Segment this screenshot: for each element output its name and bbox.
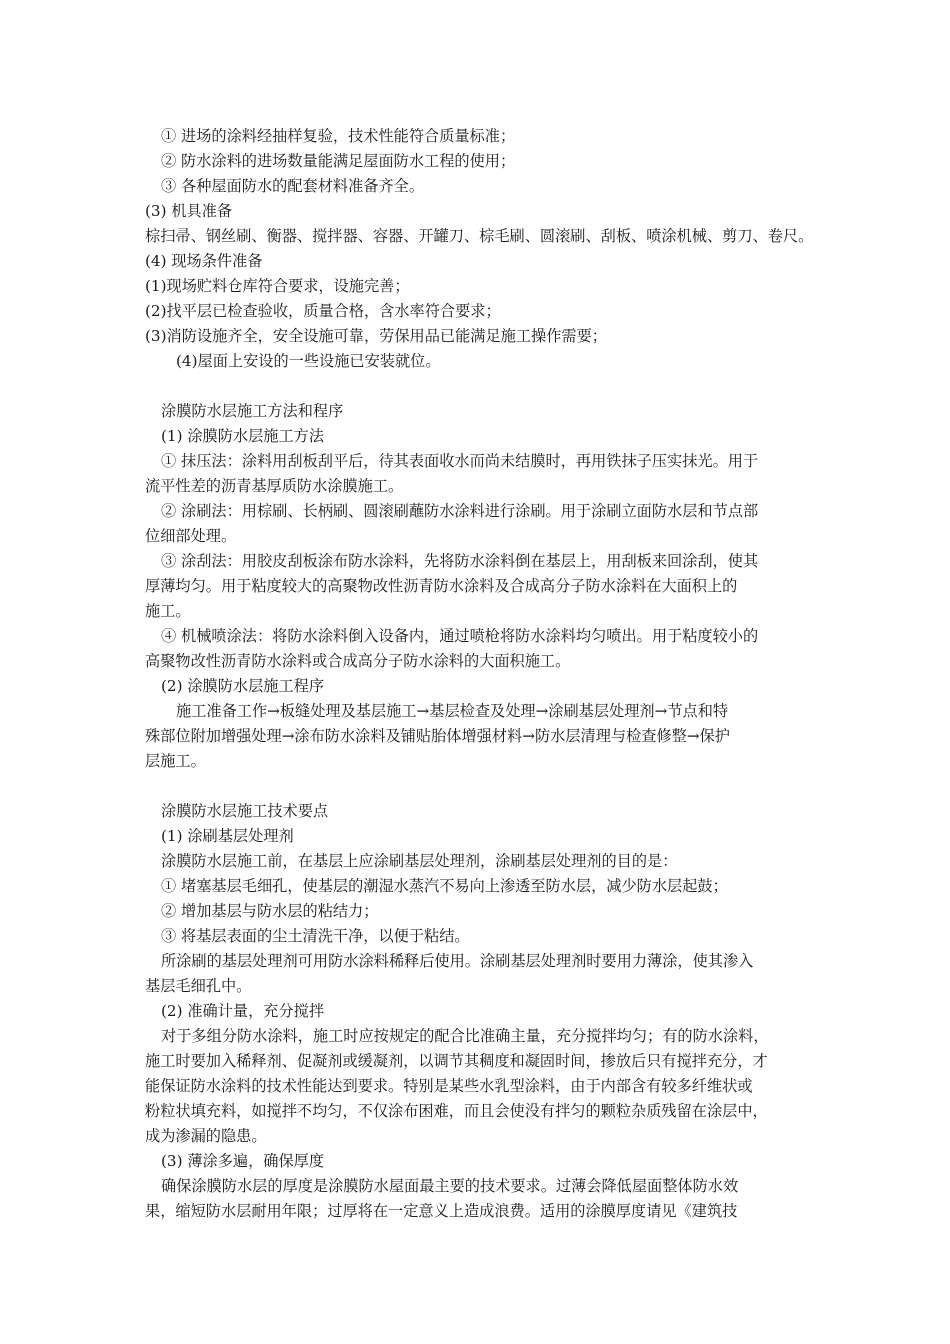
text-line: 涂膜防水层施工前，在基层上应涂刷基层处理剂，涂刷基层处理剂的目的是： xyxy=(161,852,678,870)
section-heading: (2) 涂膜防水层施工程序 xyxy=(161,677,325,695)
text-line: 殊部位附加增强处理→涂布防水涂料及铺贴胎体增强材料→防水层清理与检查修整→保护 xyxy=(145,727,730,745)
text-line: 施工。 xyxy=(145,602,191,620)
section-heading: (1) 涂膜防水层施工方法 xyxy=(161,427,325,445)
text-line: ① 进场的涂料经抽样复验，技术性能符合质量标准； xyxy=(161,127,516,145)
text-line: 粉粒状填充料，如搅拌不均匀，不仅涂布困难，而且会使没有拌匀的颗粒杂质残留在涂层中， xyxy=(145,1102,768,1120)
section-heading: (3) 薄涂多遍，确保厚度 xyxy=(161,1152,325,1170)
text-line: ② 涂刷法：用棕刷、长柄刷、圆滚刷蘸防水涂料进行涂刷。用于涂刷立面防水层和节点部 xyxy=(161,502,759,520)
text-line: 所涂刷的基层处理剂可用防水涂料稀释后使用。涂刷基层处理剂时要用力薄涂，使其渗入 xyxy=(161,952,754,970)
text-line: 确保涂膜防水层的厚度是涂膜防水屋面最主要的技术要求。过薄会降低屋面整体防水效 xyxy=(161,1177,739,1195)
text-line: (2)找平层已检查验收，质量合格，含水率符合要求； xyxy=(145,302,501,320)
text-line: 果，缩短防水层耐用年限；过厚将在一定意义上造成浪费。适用的涂膜厚度请见《建筑技 xyxy=(145,1202,738,1220)
text-line: (3)消防设施齐全，安全设施可靠，劳保用品已能满足施工操作需要； xyxy=(145,327,607,345)
text-line: ④ 机械喷涂法：将防水涂料倒入设备内，通过喷枪将防水涂料均匀喷出。用于粘度较小的 xyxy=(161,627,759,645)
text-line: ③ 将基层表面的尘土清洗干净，以便于粘结。 xyxy=(161,927,470,945)
section-heading: (4) 现场条件准备 xyxy=(145,252,263,270)
text-line: 流平性差的沥青基厚质防水涂膜施工。 xyxy=(145,477,404,495)
text-line: ③ 涂刮法：用胶皮刮板涂布防水涂料，先将防水涂料倒在基层上，用刮板来回涂刮，使其 xyxy=(161,552,759,570)
text-line: (1)现场贮料仓库符合要求，设施完善； xyxy=(145,277,410,295)
section-heading: (3) 机具准备 xyxy=(145,202,233,220)
text-line: ② 增加基层与防水层的粘结力； xyxy=(161,902,379,920)
text-line: 能保证防水涂料的技术性能达到要求。特别是某些水乳型涂料，由于内部含有较多纤维状或 xyxy=(145,1077,753,1095)
text-line: 层施工。 xyxy=(145,752,206,770)
text-line: (4)屋面上安设的一些设施已安装就位。 xyxy=(176,352,441,370)
text-line: 基层毛细孔中。 xyxy=(145,977,252,995)
text-line: ② 防水涂料的进场数量能满足屋面防水工程的使用； xyxy=(161,152,516,170)
text-line: 厚薄均匀。用于粘度较大的高聚物改性沥青防水涂料及合成高分子防水涂料在大面积上的 xyxy=(145,577,738,595)
text-line: ① 抹压法：涂料用刮板刮平后，待其表面收水而尚未结膜时，再用铁抹子压实抹光。用于 xyxy=(161,452,759,470)
text-line: 施工时要加入稀释剂、促凝剂或缓凝剂，以调节其稠度和凝固时间，掺放后只有搅拌充分，才 xyxy=(145,1052,768,1070)
section-heading: (1) 涂刷基层处理剂 xyxy=(161,827,294,845)
text-line: 对于多组分防水涂料，施工时应按规定的配合比准确主量，充分搅拌均匀；有的防水涂料， xyxy=(161,1027,769,1045)
section-title: 涂膜防水层施工技术要点 xyxy=(161,802,329,820)
section-heading: (2) 准确计量，充分搅拌 xyxy=(161,1002,325,1020)
text-line: 棕扫帚、钢丝刷、衡器、搅拌器、容器、开罐刀、棕毛刷、圆滚刷、刮板、喷涂机械、剪刀、卷尺。 xyxy=(145,227,814,245)
text-line: 成为渗漏的隐患。 xyxy=(145,1127,267,1145)
text-line: 施工准备工作→板缝处理及基层施工→基层检查及处理→涂刷基层处理剂→节点和特 xyxy=(176,702,729,720)
text-line: 位细部处理。 xyxy=(145,527,237,545)
text-line: ① 堵塞基层毛细孔，使基层的潮湿水蒸汽不易向上渗透至防水层，减少防水层起鼓； xyxy=(161,877,728,895)
section-title: 涂膜防水层施工方法和程序 xyxy=(161,402,344,420)
text-line: ③ 各种屋面防水的配套材料准备齐全。 xyxy=(161,177,425,195)
text-line: 高聚物改性沥青防水涂料或合成高分子防水涂料的大面积施工。 xyxy=(145,652,571,670)
